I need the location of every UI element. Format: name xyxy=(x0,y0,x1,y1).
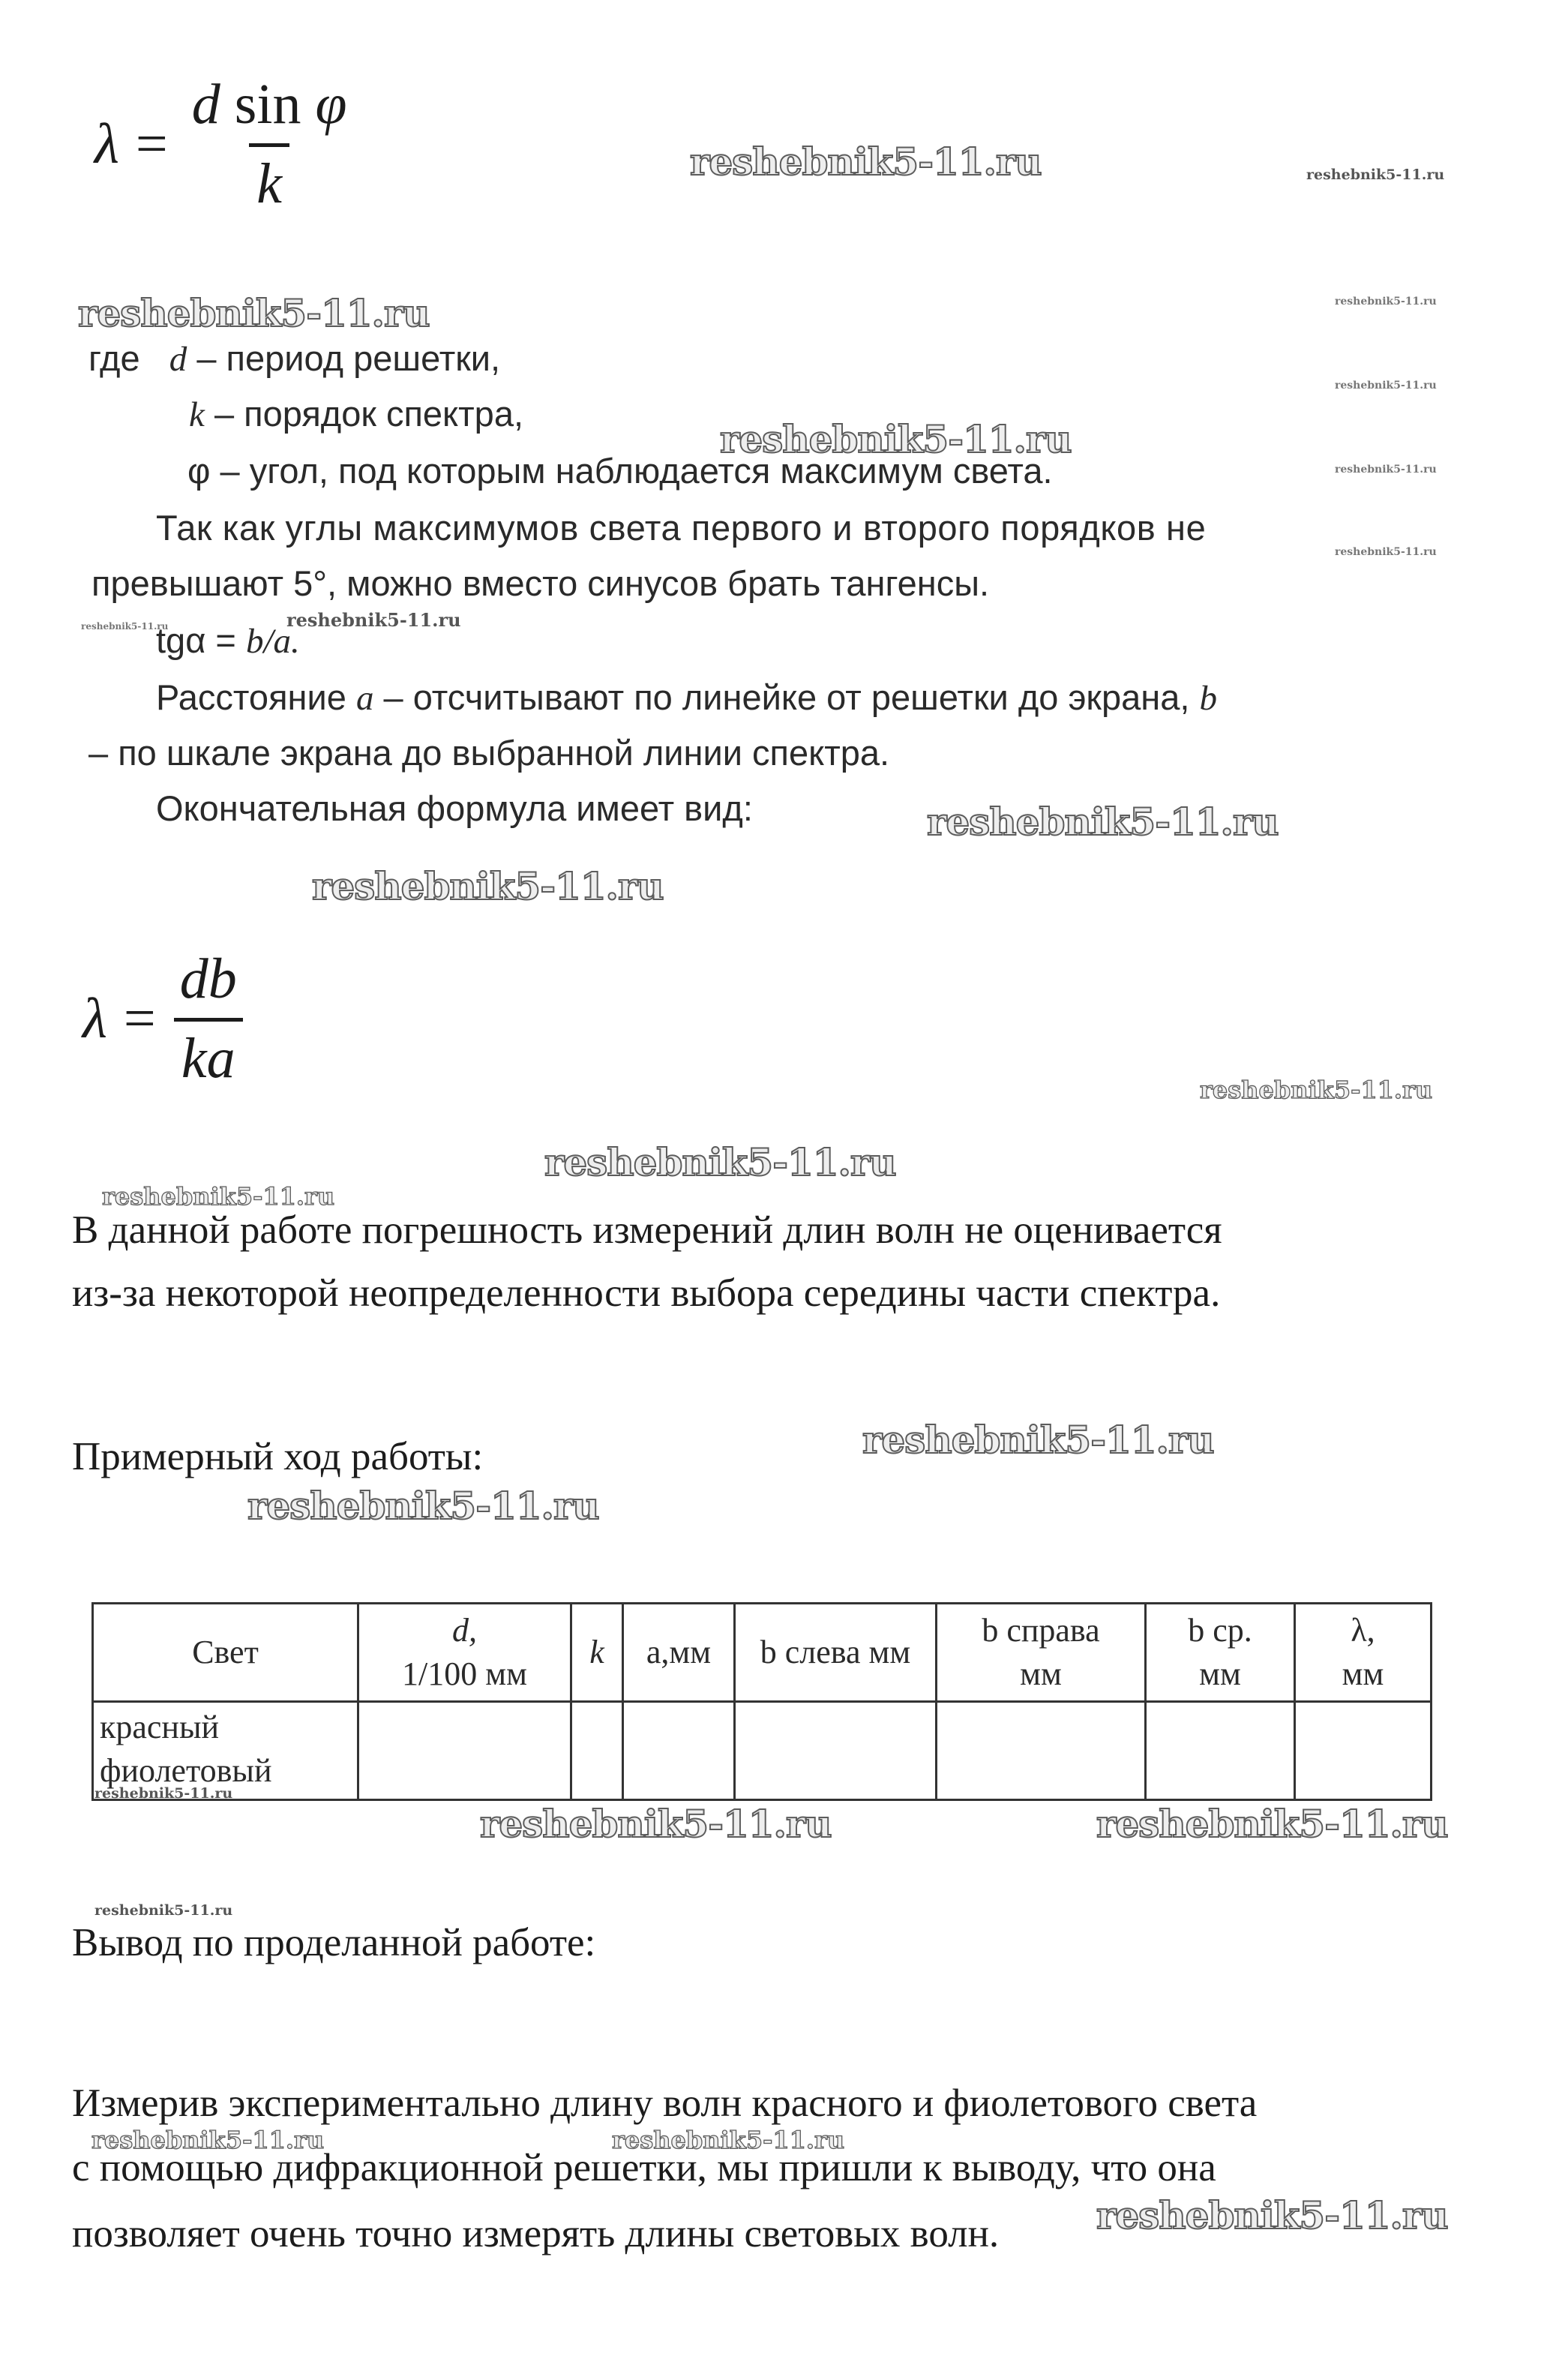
watermark: reshebnik5-11.ru xyxy=(1096,1802,1448,1846)
watermark: reshebnik5-11.ru xyxy=(1335,296,1437,308)
formula-equals: = xyxy=(135,113,168,176)
formula2-lhs: λ xyxy=(82,987,107,1050)
watermark: reshebnik5-11.ru xyxy=(94,1785,233,1802)
formula-lambda-dsinphi xyxy=(94,72,355,217)
watermark: reshebnik5-11.ru xyxy=(1335,546,1437,558)
formula2-fraction xyxy=(172,947,244,1091)
formula2-equals: = xyxy=(123,987,156,1050)
paragraph-error-line-1: В данной работе погрешность измерений длин волн не оценивается xyxy=(72,1208,1222,1252)
scan-line-6: tgα = b/a. xyxy=(156,620,300,661)
cell-d xyxy=(358,1702,571,1800)
paragraph-conclusion-line-3: позволяет очень точно измерять длины световых волн. xyxy=(72,2212,1000,2255)
scan-line-8: – по шкале экрана до выбранной линии спектра. xyxy=(88,733,890,773)
formula-numerator: d sin φ xyxy=(191,73,347,136)
table-header-row xyxy=(93,1604,1432,1702)
results-table xyxy=(91,1602,1432,1801)
scan-line-4: Так как углы максимумов света первого и второго порядков не xyxy=(156,508,1207,548)
cell-lambda xyxy=(1295,1702,1432,1800)
formula2-numerator: db xyxy=(179,947,237,1010)
header-b-right: b справа мм xyxy=(937,1604,1146,1702)
formula-lhs: λ xyxy=(94,113,119,176)
formula-fraction xyxy=(184,72,355,217)
watermark: reshebnik5-11.ru xyxy=(78,291,430,335)
scan-line-1: где d – период решетки, xyxy=(88,338,501,379)
watermark: reshebnik5-11.ru xyxy=(94,1902,233,1919)
paragraph-procedure-heading: Примерный ход работы: xyxy=(72,1435,484,1478)
watermark: reshebnik5-11.ru xyxy=(1200,1076,1433,1104)
header-d: d, 1/100 мм xyxy=(358,1604,571,1702)
scan-line-7: Расстояние a – отсчитывают по линейке от решетки до экрана, b xyxy=(156,677,1217,718)
watermark: reshebnik5-11.ru xyxy=(1335,464,1437,476)
watermark: reshebnik5-11.ru xyxy=(612,2126,845,2154)
header-b-left: b слева мм xyxy=(735,1604,937,1702)
watermark: reshebnik5-11.ru xyxy=(247,1484,599,1528)
header-b-avg: b ср. мм xyxy=(1146,1604,1295,1702)
header-lambda: λ, мм xyxy=(1295,1604,1432,1702)
scan-line-3: φ – угол, под которым наблюдается максимум света. xyxy=(187,451,1053,491)
paragraph-conclusion-line-1: Измерив экспериментально длину волн красного и фиолетового света xyxy=(72,2081,1258,2125)
formula2-denominator: ka xyxy=(174,1018,243,1091)
table-row xyxy=(93,1702,1432,1800)
cell-b-left xyxy=(735,1702,937,1800)
watermark: reshebnik5-11.ru xyxy=(862,1418,1214,1462)
cell-k xyxy=(571,1702,623,1800)
cell-light: красный фиолетовый xyxy=(93,1702,358,1800)
watermark: reshebnik5-11.ru xyxy=(312,864,664,908)
watermark: reshebnik5-11.ru xyxy=(544,1140,896,1184)
formula-lambda-db-ka xyxy=(82,947,244,1091)
cell-b-avg xyxy=(1146,1702,1295,1800)
cell-b-right xyxy=(937,1702,1146,1800)
watermark: reshebnik5-11.ru xyxy=(690,140,1042,184)
watermark: reshebnik5-11.ru xyxy=(286,609,461,631)
scan-line-9: Окончательная формула имеет вид: xyxy=(156,788,753,828)
header-light: Свет xyxy=(93,1604,358,1702)
watermark: reshebnik5-11.ru xyxy=(480,1802,832,1846)
watermark: reshebnik5-11.ru xyxy=(1335,380,1437,392)
paragraph-error-line-2: из-за некоторой неопределенности выбора середины части спектра. xyxy=(72,1271,1221,1315)
header-a: a,мм xyxy=(623,1604,735,1702)
scan-line-5: превышают 5°, можно вместо синусов брать тангенсы. xyxy=(91,563,990,603)
watermark: reshebnik5-11.ru xyxy=(102,1182,335,1211)
watermark: reshebnik5-11.ru xyxy=(1096,2193,1448,2237)
watermark: reshebnik5-11.ru xyxy=(927,800,1279,844)
watermark: reshebnik5-11.ru xyxy=(91,2126,325,2154)
paragraph-conclusion-line-2: с помощью дифракционной решетки, мы пришли к выводу, что она xyxy=(72,2146,1216,2189)
formula-denominator: k xyxy=(249,143,289,217)
watermark: reshebnik5-11.ru xyxy=(81,621,169,632)
scan-line-2: k – порядок спектра, xyxy=(189,394,524,434)
watermark: reshebnik5-11.ru xyxy=(1306,167,1445,183)
cell-a xyxy=(623,1702,735,1800)
header-k: k xyxy=(571,1604,623,1702)
paragraph-conclusion-heading: Вывод по проделанной работе: xyxy=(72,1921,596,1964)
watermark: reshebnik5-11.ru xyxy=(720,417,1072,461)
